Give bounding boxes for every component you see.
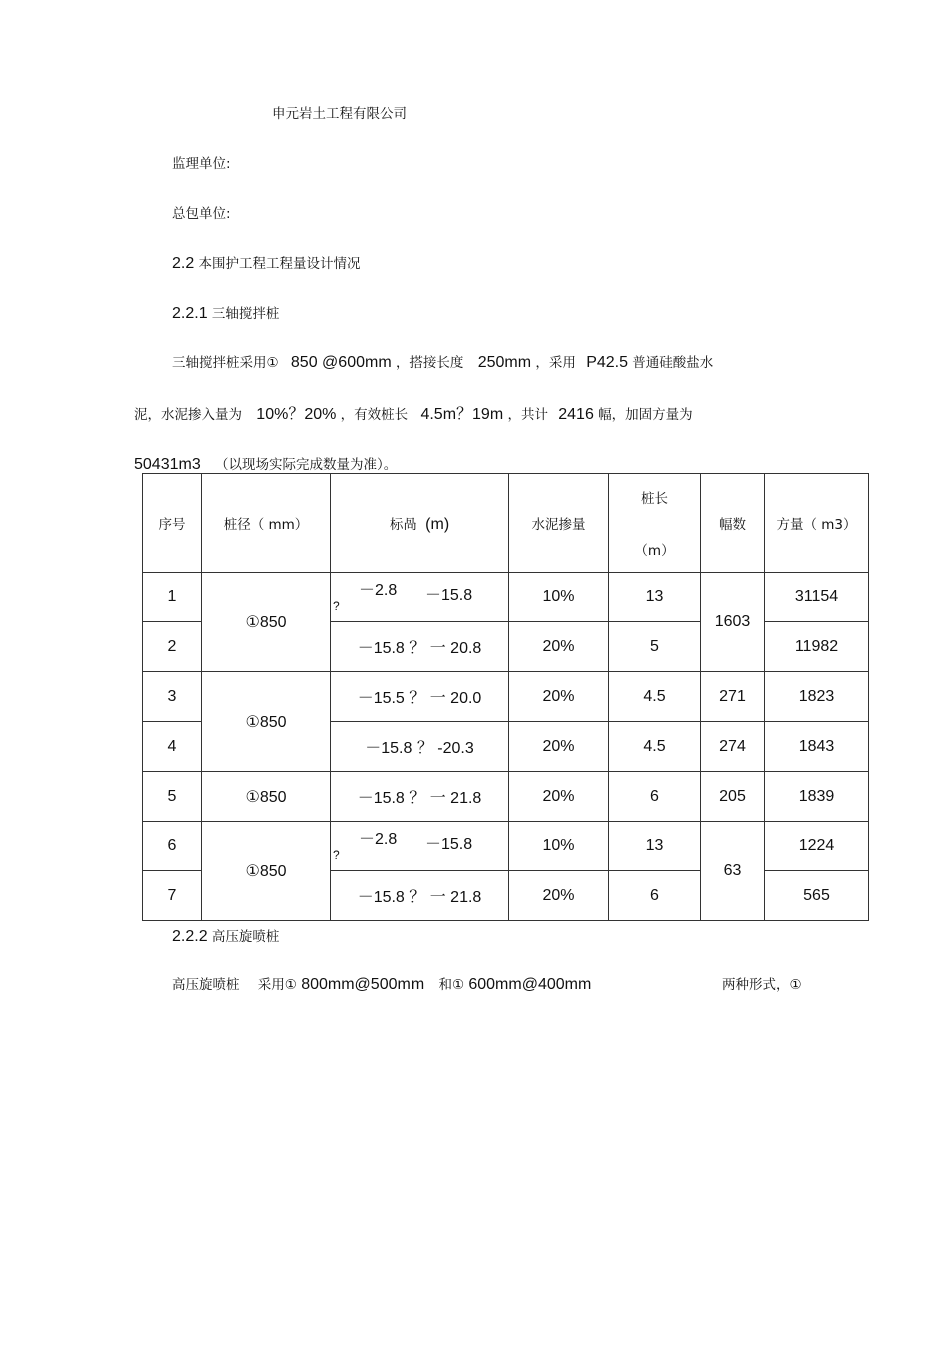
cell-cement: 20% — [509, 672, 609, 722]
text-run: 2416 — [558, 406, 594, 423]
header-volume: 方量（ m3） — [765, 474, 869, 573]
text-run: 泥，水泥掺入量为 — [134, 407, 242, 423]
header-elevation-label: 标咼 — [389, 516, 417, 533]
header-length — [609, 474, 701, 573]
cell-count: 205 — [701, 772, 765, 822]
cell-volume: 1224 — [765, 822, 869, 871]
elevation-separator: ? — [333, 848, 340, 862]
section-2-2-2-heading — [172, 925, 279, 946]
cell-diameter: ①850 — [202, 672, 331, 772]
cell-cement: 20% — [509, 871, 609, 921]
cell-count: 274 — [701, 722, 765, 772]
header-length-label: 桩长 — [641, 491, 668, 507]
cell-seq: 1 — [143, 573, 202, 622]
text-run: ，采用 — [535, 355, 576, 371]
header-diameter: 桩径（ mm） — [202, 474, 331, 573]
table-row — [143, 822, 869, 871]
text-run: 采用① — [257, 977, 297, 993]
cell-length: 5 — [609, 622, 701, 672]
cell-elevation: －15.8 ？ 一 21.8 — [331, 772, 509, 822]
cell-diameter: ①850 — [202, 772, 331, 822]
cell-cement: 20% — [509, 772, 609, 822]
section-number: 2.2.2 — [172, 928, 208, 945]
cell-length: 13 — [609, 573, 701, 622]
text-run: 800mm@500mm — [301, 976, 425, 993]
cell-count: 1603 — [701, 573, 765, 672]
text-run: （以现场实际完成数量为准）。 — [215, 457, 398, 473]
cell-count: 63 — [701, 822, 765, 921]
text-run: 50431m3 — [134, 456, 201, 473]
section-2-2-heading — [172, 252, 361, 273]
cell-elevation: －15.5 ？ 一 20.0 — [331, 672, 509, 722]
cell-length: 13 — [609, 822, 701, 871]
paragraph-line-1 — [172, 351, 713, 372]
text-run: 10%？20% — [256, 406, 337, 423]
text-run: ，有效桩长 — [340, 407, 409, 423]
header-cement: 水泥掺量 — [509, 474, 609, 573]
paragraph-2-tail: 两种形式，① — [722, 977, 802, 993]
header-length-unit: （m） — [634, 543, 675, 559]
cell-cement: 20% — [509, 722, 609, 772]
cell-cement: 10% — [509, 573, 609, 622]
table-row — [143, 573, 869, 622]
cell-seq: 6 — [143, 822, 202, 871]
cell-cement: 20% — [509, 622, 609, 672]
header-elevation-unit: (m) — [425, 515, 450, 533]
cell-seq: 3 — [143, 672, 202, 722]
elevation-bottom: －15.8 — [425, 587, 473, 604]
text-run: 600mm@400mm — [468, 976, 592, 993]
cell-elevation: －15.8 ？ 一 21.8 — [331, 871, 509, 921]
cell-elevation: －15.8 ？ 一 20.8 — [331, 622, 509, 672]
cell-elevation — [331, 573, 509, 622]
cell-diameter: ①850 — [202, 822, 331, 921]
table-header-row — [143, 474, 869, 573]
cell-seq: 7 — [143, 871, 202, 921]
contractor-label: 总包单位: — [172, 206, 231, 222]
paragraph-line-2 — [134, 401, 693, 424]
cell-length: 4.5 — [609, 722, 701, 772]
cell-seq: 5 — [143, 772, 202, 822]
text-run: 高压旋喷桩 — [172, 977, 240, 993]
text-run: 850 @600mm — [290, 354, 392, 371]
cell-volume: 1843 — [765, 722, 869, 772]
supervision-label: 监理单位: — [172, 156, 231, 172]
cell-volume: 565 — [765, 871, 869, 921]
cell-diameter: ①850 — [202, 573, 331, 672]
cell-volume: 1823 — [765, 672, 869, 722]
elevation-top: －2.8 — [359, 831, 398, 848]
cell-elevation: －15.8 ？ -20.3 — [331, 722, 509, 772]
cell-length: 6 — [609, 772, 701, 822]
table-row — [143, 672, 869, 722]
cell-count: 271 — [701, 672, 765, 722]
text-run: P42.5 — [586, 354, 628, 371]
cell-cement: 10% — [509, 822, 609, 871]
elevation-top: －2.8 — [359, 582, 398, 599]
elevation-separator: ? — [333, 599, 340, 613]
text-run: ，搭接长度 — [395, 355, 464, 371]
section-number: 2.2.1 — [172, 305, 208, 322]
cell-seq: 2 — [143, 622, 202, 672]
text-run: ，共计 — [507, 407, 548, 423]
elevation-bottom: －15.8 — [425, 836, 473, 853]
cell-volume: 31154 — [765, 573, 869, 622]
quantity-table — [142, 473, 869, 921]
paragraph-line-3 — [134, 453, 397, 474]
text-run: 三轴搅拌桩采用① — [172, 355, 279, 371]
cell-volume: 11982 — [765, 622, 869, 672]
text-run: 幅，加固方量为 — [598, 407, 693, 423]
cell-length: 6 — [609, 871, 701, 921]
text-run: 普通硅酸盐水 — [632, 355, 714, 371]
cell-elevation — [331, 822, 509, 871]
section-title: 本围护工程工程量设计情况 — [198, 256, 361, 272]
section-2-2-1-heading — [172, 302, 279, 323]
text-run: 250mm — [477, 354, 532, 371]
header-seq: 序号 — [143, 474, 202, 573]
table-row — [143, 772, 869, 822]
text-run: 4.5m？19m — [420, 406, 504, 423]
paragraph-2 — [172, 973, 591, 994]
cell-seq: 4 — [143, 722, 202, 772]
section-title: 三轴搅拌桩 — [211, 306, 280, 322]
text-run: 和① — [438, 977, 465, 993]
cell-length: 4.5 — [609, 672, 701, 722]
company-name: 申元岩土工程有限公司 — [272, 106, 407, 122]
section-number: 2.2 — [172, 255, 195, 272]
section-title: 高压旋喷桩 — [211, 929, 280, 945]
header-elevation — [331, 474, 509, 573]
cell-volume: 1839 — [765, 772, 869, 822]
header-count: 幅数 — [701, 474, 765, 573]
